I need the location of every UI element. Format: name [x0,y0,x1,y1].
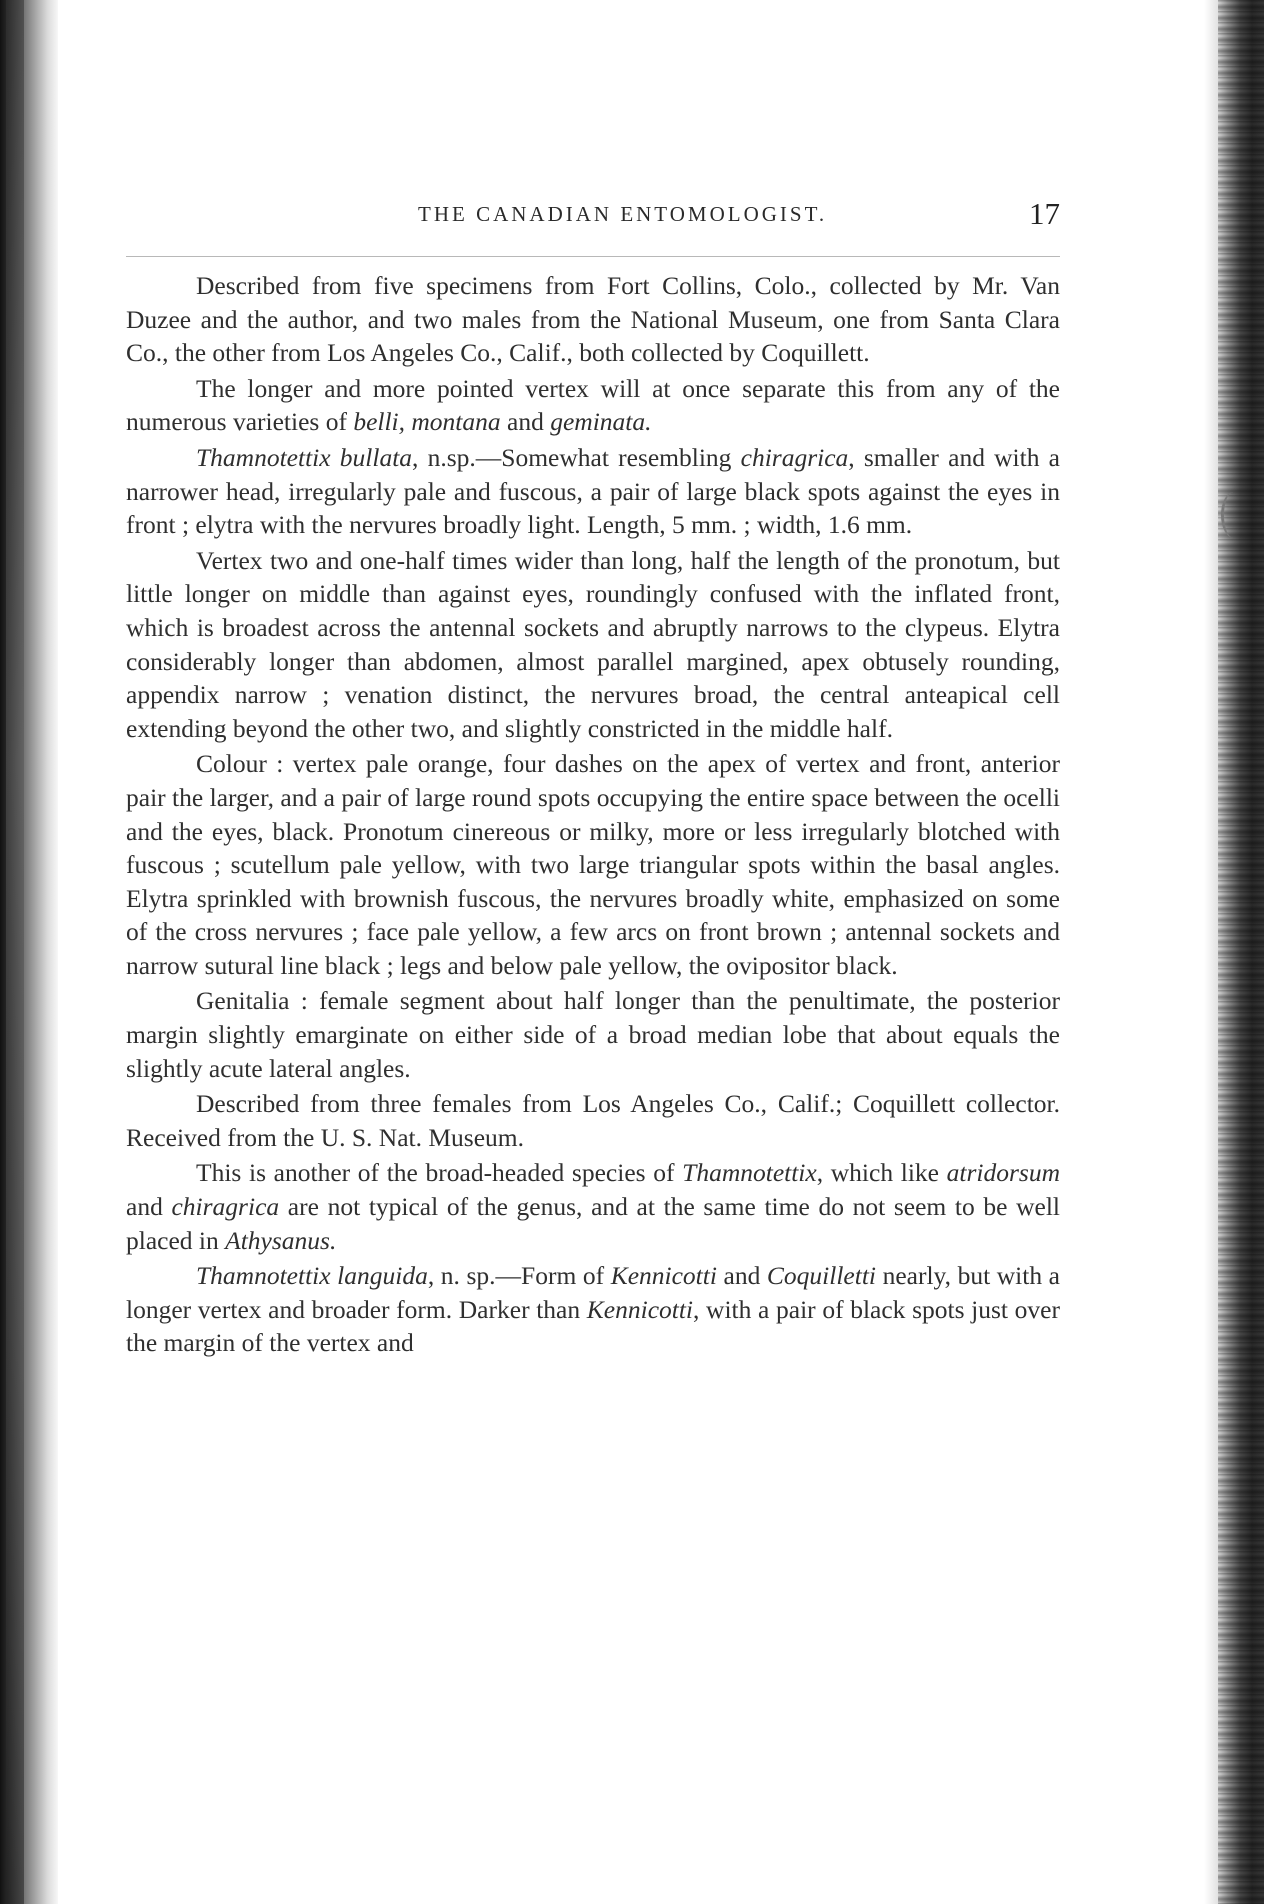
italic-text: Thamnotettix languida [196,1261,428,1291]
paragraph [126,269,1060,370]
text-run: are not typical of the genus, and at the same time do not seem to be well placed in [126,1192,1060,1255]
italic-text: Kennicotti [610,1261,717,1291]
page [126,196,1060,1360]
text-run: Genitalia : female segment about half longer than the penultimate, the posterior margin slightly emarginate on either side of a broad median lobe that about equals the slightly acute lateral angles. [126,986,1060,1083]
italic-text: Kennicotti [586,1294,694,1324]
text-run: , which like [816,1158,947,1188]
body-text [126,269,1060,1360]
italic-text: Thamnotettix bullata [196,442,413,472]
italic-text: Coquilletti [766,1261,877,1291]
italic-text: chiragrica [740,442,849,472]
italic-text: belli, montana [353,407,501,437]
paragraph [126,1087,1060,1154]
italic-text: Athysanus. [225,1225,337,1255]
text-run: Vertex two and one-half times wider than long, half the length of the pronotum, but little longer on middle than against eyes, roundingly confused with the inflated front, which is broadest across the antennal sockets and abruptly narrows to the clypeus. Elytra considerably longer than abdomen, almost parallel margined, apex obtusely rounding, appendix narrow ; venation distinct, the nervures broad, the central anteapical cell extending beyond the other two, and slightly constricted in the middle half. [126,545,1060,743]
text-run: nearly, but with a longer vertex and broader form. Darker than [126,1261,1060,1324]
scan-right-edge [1218,0,1264,1904]
italic-text: atridorsum [946,1158,1060,1188]
book-spine-shadow [6,0,24,1904]
italic-text: chiragrica [171,1192,280,1222]
paragraph [126,747,1060,982]
paragraph [126,984,1060,1085]
italic-text: geminata. [550,407,652,437]
text-run: Described from five specimens from Fort Collins, Colo., collected by Mr. Van Duzee and the author, and two males from the National Museum, one from Santa Clara Co., the other from Los Angeles Co., Calif., both collected by Coquillett. [126,271,1060,368]
text-run: , with a pair of black spots just over the margin of the vertex and [126,1294,1060,1358]
text-run: , n. sp.—Form of [427,1261,611,1291]
journal-title: THE CANADIAN ENTOMOLOGIST. [418,202,828,226]
paragraph [126,1259,1060,1360]
text-run: and [716,1261,767,1291]
header-rule [126,256,1060,257]
text-run: , smaller and with a narrower head, irregularly pale and fuscous, a pair of large black spots against the eyes in front ; elytra with the nervures broadly light. Length, 5 mm. ; width, 1.6 mm. [126,442,1060,540]
text-run: This is another of the broad-headed species of [196,1158,683,1188]
page-number: 17 [1029,196,1060,231]
paragraph [126,544,1060,746]
paragraph [126,441,1060,542]
text-run: and [500,407,551,437]
paragraph [126,372,1060,439]
running-head [126,196,1060,236]
text-run: Colour : vertex pale orange, four dashes on the apex of vertex and front, anterior pair the larger, and a pair of large round spots occupying the entire space between the ocelli and the eyes, black. Pronotum cinereous or milky, more or less irregularly blotched with fuscous ; scutellum pale yellow, with two large triangular spots within the basal angles. Elytra sprinkled with brownish fuscous, the nervures broadly white, emphasized on some of the cross nervures ; face pale yellow, a few arcs on front brown ; antennal sockets and narrow sutural line black ; legs and below pale yellow, the ovipositor black. [126,749,1060,980]
page-edge-shadow [1204,0,1218,1904]
text-run: and [126,1192,172,1222]
text-run: Described from three females from Los Angeles Co., Calif.; Coquillett collector. Received from the U. S. Nat. Museum. [126,1089,1060,1152]
text-run: , n.sp.—Somewhat resembling [412,442,741,472]
text-run: The longer and more pointed vertex will at once separate this from any of the numerous varieties of [126,373,1060,437]
italic-text: Thamnotettix [682,1158,817,1188]
paragraph [126,1156,1060,1257]
scan-left-edge [0,0,58,1904]
page-notch [1221,492,1246,538]
